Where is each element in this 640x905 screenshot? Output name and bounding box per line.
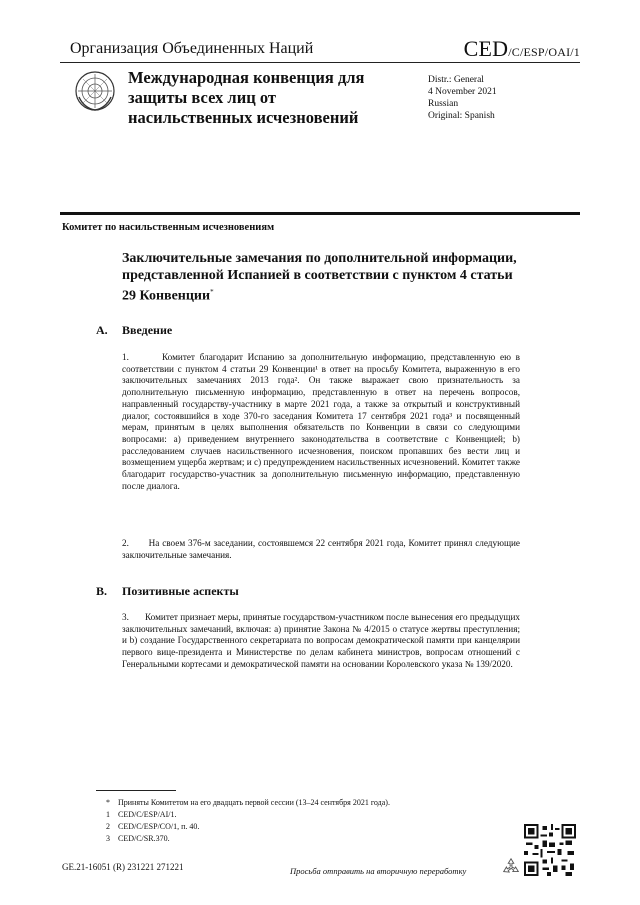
title-rule (60, 212, 580, 215)
distribution-line: Original: Spanish (428, 111, 495, 121)
footnote-text: CED/C/SR.370. (118, 834, 170, 843)
footnote (96, 822, 516, 832)
distribution-line: Distr.: General (428, 75, 484, 85)
symbol-main: CED (463, 36, 509, 61)
footnote (96, 798, 516, 808)
un-emblem-icon (74, 70, 116, 112)
footnote-mark: 2 (106, 822, 110, 831)
section-a-letter: A. (96, 323, 108, 337)
qr-code-icon (524, 824, 576, 876)
footnote-mark: 1 (106, 810, 110, 819)
distribution-block (428, 74, 497, 122)
recycle-note: Просьба отправить на вторичную переработку (290, 866, 467, 876)
footnote-text: CED/C/ESP/AI/1. (118, 810, 177, 819)
distribution-line: 4 November 2021 (428, 87, 497, 97)
section-b-letter: B. (96, 584, 108, 598)
footnote-text: Приняты Комитетом на его двадцать первой сессии (13–24 сентября 2021 года). (118, 798, 390, 807)
title-footnote-marker: * (210, 288, 214, 296)
document-title (122, 250, 522, 305)
footnote-mark: 3 (106, 834, 110, 843)
header-rule (60, 62, 580, 63)
symbol-suffix: /C/ESP/OAI/1 (508, 45, 580, 59)
document-title-text: Заключительные замечания по дополнительной информации, представленной Испанией в соответствии с пунктом 4 статьи 29 Конвенции (122, 251, 517, 304)
document-symbol (464, 36, 580, 62)
paragraph-text: На своем 376-м заседании, состоявшемся 22 сентября 2021 года, Комитет принял следующие заключительные замечания. (122, 538, 521, 560)
paragraph-text: Комитет благодарит Испанию за дополнительную информацию, представленную ею в соответствии с пунктом 4 статьи 29 Конвенции¹ в ответ на просьбу Комитета, выраженную в его заключительных замечаниях 2013 года². Он также выражает свою признательность за дополнительную письменную информацию, представленную в ответ на перечень вопросов, направленный государству-участнику в марте 2021 года, а также за открытый и конструктивный диалог, состоявшийся в ходе 370-го заседания Комитета 17 сентября 2021 года³ и посвященный мерам, принятым в целях выполнения обязательств по Конвенции в связи со следующими вопросами: a) приведением внутреннего законодательства в соответствие с Конвенцией; b) расследованием случаев насильственного исчезновения, поиском пропавших без вести лиц и возмещением ущерба жертвам; и c) предупреждением насильственных исчезновений. Комитет также благодарит государство-участник за дополнительную письменную информацию, представленную после диалога. (122, 352, 520, 491)
footnote (96, 834, 516, 844)
committee-name: Комитет по насильственным исчезновениям (62, 222, 275, 233)
paragraph-1 (122, 352, 520, 492)
footnote-mark: * (106, 798, 110, 807)
paragraph-number: 1. (122, 352, 129, 362)
convention-title: Международная конвенция для защиты всех лиц от насильственных исчезновений (128, 68, 365, 127)
section-b-title: Позитивные аспекты (122, 584, 239, 598)
document-number: GE.21-16051 (R) 231221 271221 (62, 862, 184, 872)
footnote-text: CED/C/ESP/CO/1, п. 40. (118, 822, 200, 831)
paragraph-3 (122, 612, 520, 671)
footnote (96, 810, 516, 820)
paragraph-2 (122, 538, 520, 561)
paragraph-number: 2. (122, 538, 129, 548)
footnote-rule (96, 790, 176, 791)
distribution-line: Russian (428, 99, 459, 109)
section-a-title: Введение (122, 323, 173, 337)
recycle-icon (500, 856, 522, 878)
paragraph-text: Комитет признает меры, принятые государством-участником после вынесения его предыдущих заключительных замечаний, включая: a) принятие Закона № 4/2015 о статусе жертвы преступления; и b) создание Государственного секретариата по вопросам демократической памяти при канцелярии первого вице-президента и Министерстве по делам кабинета министров, вопросам отношений с Генеральными кортесами и демократической памяти на основании Королевского указа № 139/2020. (122, 612, 521, 669)
paragraph-number: 3. (122, 612, 129, 622)
organization-name: Организация Объединенных Наций (70, 40, 314, 57)
